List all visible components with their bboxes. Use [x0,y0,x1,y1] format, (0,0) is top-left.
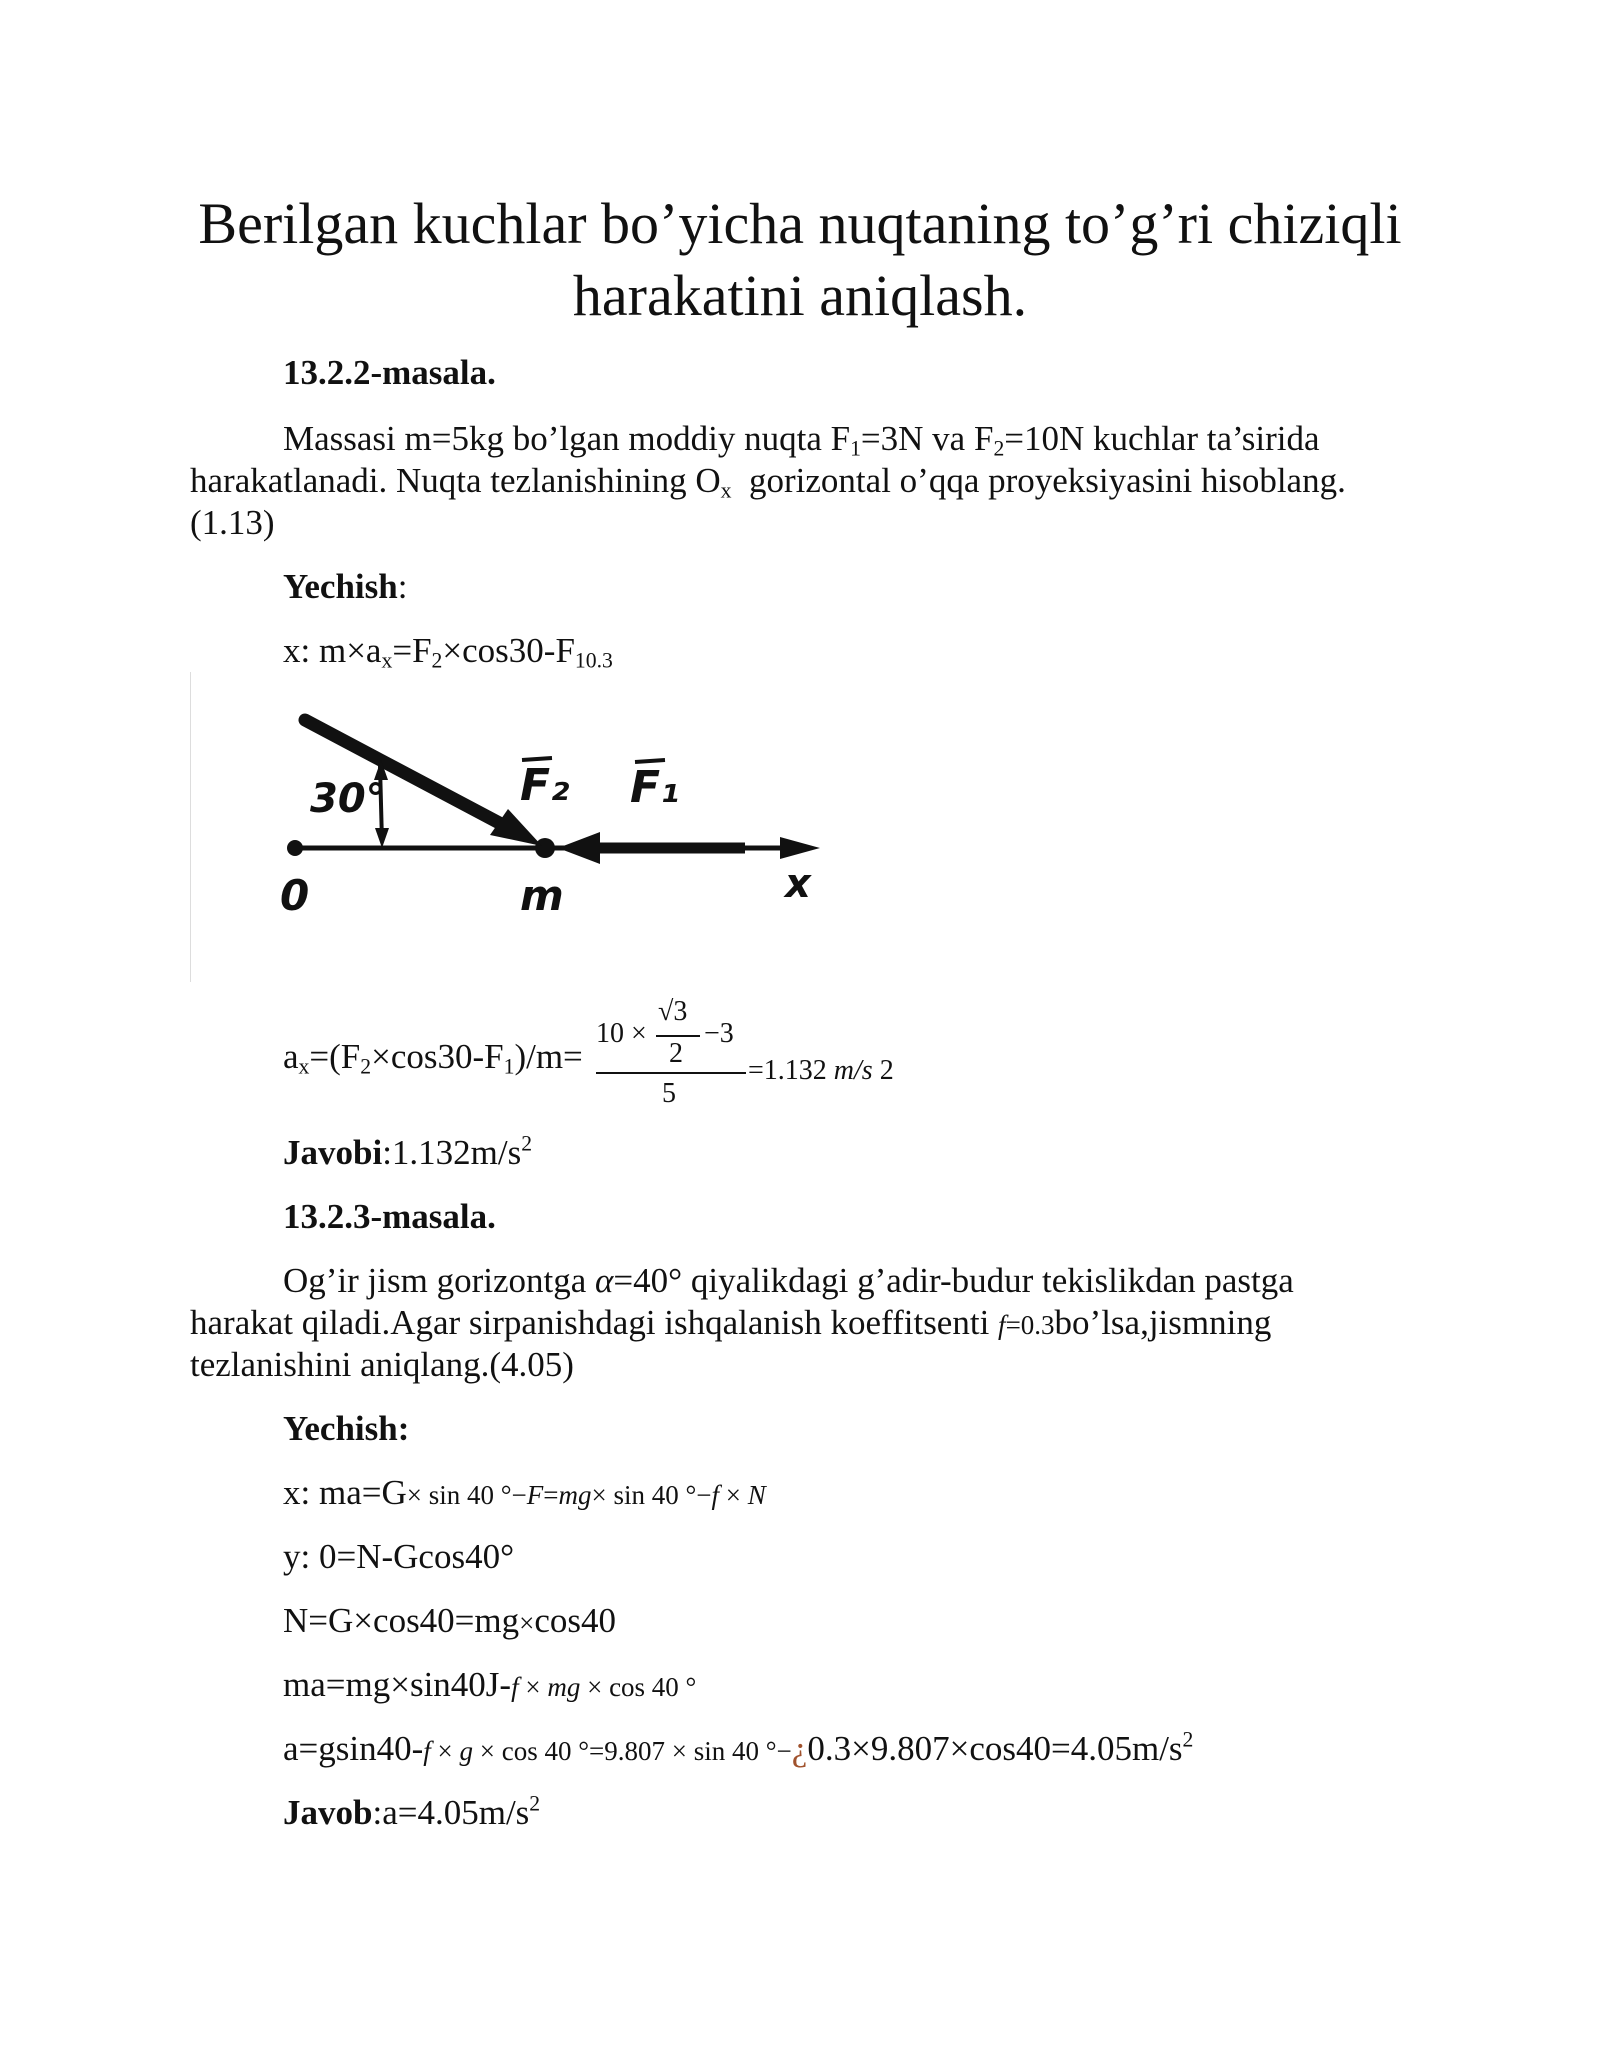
equation: x: $m\times a_x=F_2\times\cos 30-F_{10.3}$ [283,631,613,673]
problem-heading: 13.2.3-masala. [283,1197,496,1236]
mass-point [535,838,555,858]
problem-text-line: harakat qiladi.Agar sirpanishdagi ishqalanish koeffitsenti f=0.3bo’lsa,jismning [190,1303,1272,1342]
origin-label: 0 [280,871,310,920]
fraction-sqrt: √3 [658,996,688,1027]
answer-line: $Javobi:1.132m/s^2$ [283,1131,533,1172]
equation: N=G×cos40=mg×cos40 [283,1601,617,1640]
problem-text-line: harakatlanadi. Nuqta tezlanishining $O_x$ gorizontal o’qqa proyeksiyasini hisoblang. [190,461,1346,503]
inner-fraction-bar [656,1035,700,1037]
answer-line: $Javob:a=4.05m/s^2$ [283,1791,541,1832]
problem-heading: 13.2.2-masala. [283,353,496,392]
problem-text-line: Og’ir jism gorizontga α=40° qiyalikdagi g’adir-budur tekislikdan pastga [283,1261,1294,1300]
fraction-denominator: 5 [662,1078,676,1109]
fraction-numerator-a: 10 × [596,1018,647,1049]
problem-text-line: (1.13) [190,503,275,542]
equation: ma=mg×sin40J-f × mg × cos 40 ° [283,1665,697,1704]
equation: y: 0=N-Gcos40° [283,1537,515,1576]
mass-label: m [520,871,564,920]
force-f2-label: F₂ [520,760,570,811]
fraction-numerator-b: −3 [704,1018,734,1049]
axis-label: x [785,861,811,907]
force-f1-label: F₁ [630,762,680,813]
solution-label: Yechish: [283,567,408,606]
fraction-result: =1.132 m/s 2 [748,1055,894,1086]
equation: x: ma=G× sin 40 °−F=mg× sin 40 °−f × N [283,1473,766,1512]
angle-label: 30° [310,776,386,822]
inner-fraction-den: 2 [669,1038,683,1069]
force-diagram [190,672,850,982]
origin-point [287,840,303,856]
problem-text-line: Massasi m=5kg bo’lgan moddiy nuqta $F_1=3N$ va $F_2=10N$ kuchlar ta’sirida [283,419,1320,461]
equation: a=gsin40-f × g × cos 40 °=9.807 × sin 40 $^\circ-¿0.3\times 9.807\times\cos 40=4.05m/s^2$ [283,1727,1194,1768]
fraction-bar [596,1072,746,1074]
problem-text-line: tezlanishini aniqlang.(4.05) [190,1345,574,1384]
page-title: Berilgan kuchlar bo’yicha nuqtaning to’g’ri chiziqli harakatini aniqlash. [198,191,1402,328]
solution-label: Yechish: [283,1409,410,1448]
equation-fraction: $a_x=(F_2\times\cos 30-F_1)/m=$ [283,1037,583,1079]
